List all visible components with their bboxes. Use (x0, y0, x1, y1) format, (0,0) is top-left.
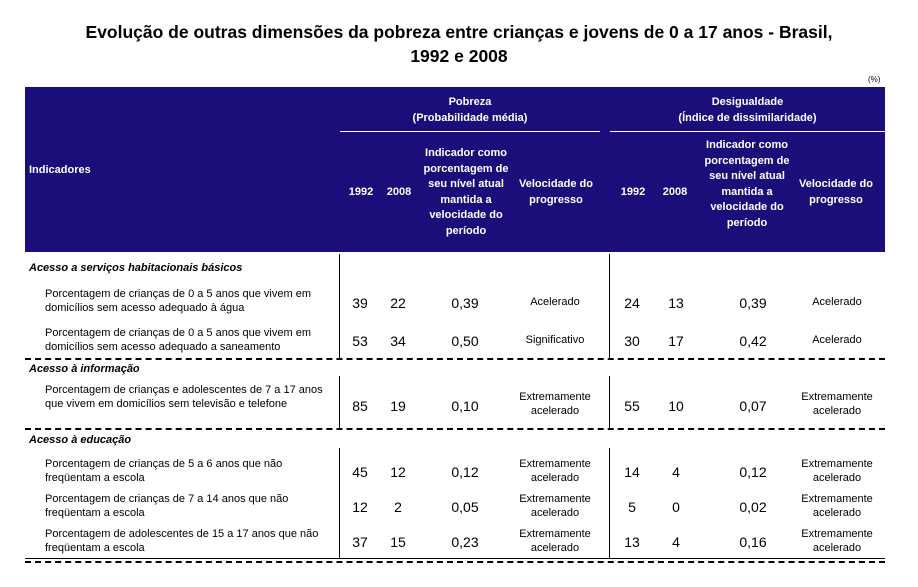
cell-desig-indicador: 0,07 (739, 398, 767, 414)
header-desigualdade-subtitle: (Índice de dissimilaridade) (678, 111, 817, 124)
cell-pobreza-1992: 53 (352, 333, 368, 349)
cell-pobreza-2008: 2 (394, 499, 402, 515)
column-divider (609, 448, 610, 558)
table-bottom-rule (25, 558, 885, 559)
row-label: Porcentagem de adolescentes de 15 a 17 anos que não freqüentam a escola (45, 528, 319, 554)
cell-pobreza-2008: 12 (390, 464, 406, 480)
cell-desig-velocidade: Extremamente acelerado (801, 528, 873, 554)
cell-pobreza-indicador: 0,50 (451, 333, 479, 349)
cell-pobreza-2008: 15 (390, 534, 406, 550)
title-line-2: 1992 e 2008 (410, 46, 508, 66)
row-label: Porcentagem de crianças de 7 a 14 anos que não freqüentam a escola (45, 493, 289, 519)
row-label: Porcentagem de crianças de 0 a 5 anos que vivem em domicílios sem acesso adequado a saneamento (45, 327, 311, 353)
cell-pobreza-1992: 39 (352, 295, 368, 311)
column-divider (339, 448, 340, 558)
row-label: Porcentagem de crianças de 5 a 6 anos que não freqüentam a escola (45, 458, 283, 484)
cell-pobreza-2008: 19 (390, 398, 406, 414)
cell-pobreza-1992: 45 (352, 464, 368, 480)
page-title (0, 20, 918, 68)
cell-desig-1992: 5 (628, 499, 636, 515)
header-desig-indicador: Indicador como porcentagem de seu nível atual mantida a velocidade do período (704, 139, 790, 229)
header-desig-1992: 1992 (620, 186, 646, 198)
table-bottom-separator (25, 561, 885, 563)
column-divider (339, 254, 340, 358)
header-pobreza-title: Pobreza (448, 96, 492, 108)
cell-pobreza-2008: 34 (390, 333, 406, 349)
cell-desig-velocidade: Acelerado (812, 334, 862, 346)
cell-desig-1992: 30 (624, 333, 640, 349)
cell-desig-1992: 55 (624, 398, 640, 414)
cell-pobreza-velocidade: Extremamente acelerado (519, 391, 591, 417)
cell-pobreza-1992: 85 (352, 398, 368, 414)
cell-desig-velocidade: Extremamente acelerado (801, 493, 873, 519)
cell-pobreza-velocidade: Extremamente acelerado (519, 458, 591, 484)
section-title-habitacionais: Acesso a serviços habitacionais básicos (29, 262, 243, 274)
column-divider (339, 376, 340, 428)
header-pobreza-velocidade: Velocidade do progresso (519, 178, 593, 206)
cell-desig-velocidade: Extremamente acelerado (801, 458, 873, 484)
cell-desig-indicador: 0,02 (739, 499, 767, 515)
cell-pobreza-velocidade: Extremamente acelerado (519, 528, 591, 554)
column-divider (609, 254, 610, 358)
cell-desig-2008: 0 (672, 499, 680, 515)
cell-desig-indicador: 0,12 (739, 464, 767, 480)
unit-label: (%) (868, 75, 881, 84)
cell-desig-2008: 13 (668, 295, 684, 311)
cell-desig-velocidade: Extremamente acelerado (801, 391, 873, 417)
title-line-1: Evolução de outras dimensões da pobreza entre crianças e jovens de 0 a 17 anos - Brasil, (85, 22, 833, 42)
cell-pobreza-indicador: 0,39 (451, 295, 479, 311)
section-separator (25, 428, 885, 430)
cell-pobreza-indicador: 0,12 (451, 464, 479, 480)
cell-desig-indicador: 0,39 (739, 295, 767, 311)
section-title-informacao: Acesso à informação (29, 363, 140, 375)
cell-pobreza-indicador: 0,23 (451, 534, 479, 550)
header-pobreza-subtitle: (Probabilidade média) (412, 111, 528, 124)
column-divider (609, 376, 610, 428)
cell-desig-velocidade: Acelerado (812, 296, 862, 308)
cell-desig-2008: 4 (672, 464, 680, 480)
table-header (25, 87, 885, 252)
header-pobreza-indicador: Indicador como porcentagem de seu nível atual mantida a velocidade do período (423, 147, 509, 237)
cell-desig-indicador: 0,42 (739, 333, 767, 349)
cell-pobreza-1992: 12 (352, 499, 368, 515)
cell-desig-1992: 14 (624, 464, 640, 480)
cell-desig-1992: 13 (624, 534, 640, 550)
cell-pobreza-2008: 22 (390, 295, 406, 311)
header-pobreza-2008: 2008 (386, 186, 412, 198)
cell-pobreza-1992: 37 (352, 534, 368, 550)
header-pobreza (340, 95, 600, 126)
cell-pobreza-velocidade: Acelerado (530, 296, 580, 308)
cell-desig-2008: 4 (672, 534, 680, 550)
header-desigualdade-title: Desigualdade (711, 96, 784, 108)
header-desig-velocidade: Velocidade do progresso (799, 178, 873, 206)
header-desigualdade (610, 95, 885, 126)
header-desigualdade-rule (610, 131, 885, 132)
header-desig-2008: 2008 (662, 186, 688, 198)
cell-desig-indicador: 0,16 (739, 534, 767, 550)
cell-desig-1992: 24 (624, 295, 640, 311)
section-separator (25, 358, 885, 360)
cell-pobreza-velocidade: Extremamente acelerado (519, 493, 591, 519)
cell-pobreza-indicador: 0,05 (451, 499, 479, 515)
header-pobreza-1992: 1992 (348, 186, 374, 198)
row-label: Porcentagem de crianças de 0 a 5 anos que vivem em domicílios sem acesso adequado à água (45, 288, 311, 314)
cell-desig-2008: 17 (668, 333, 684, 349)
header-pobreza-rule (340, 131, 600, 132)
section-title-educacao: Acesso à educação (29, 434, 132, 446)
cell-desig-2008: 10 (668, 398, 684, 414)
header-indicadores: Indicadores (29, 164, 91, 176)
row-label: Porcentagem de crianças e adolescentes de 7 a 17 anos que vivem em domicílios sem televisão e telefone (45, 384, 323, 410)
cell-pobreza-velocidade: Significativo (525, 334, 585, 346)
cell-pobreza-indicador: 0,10 (451, 398, 479, 414)
